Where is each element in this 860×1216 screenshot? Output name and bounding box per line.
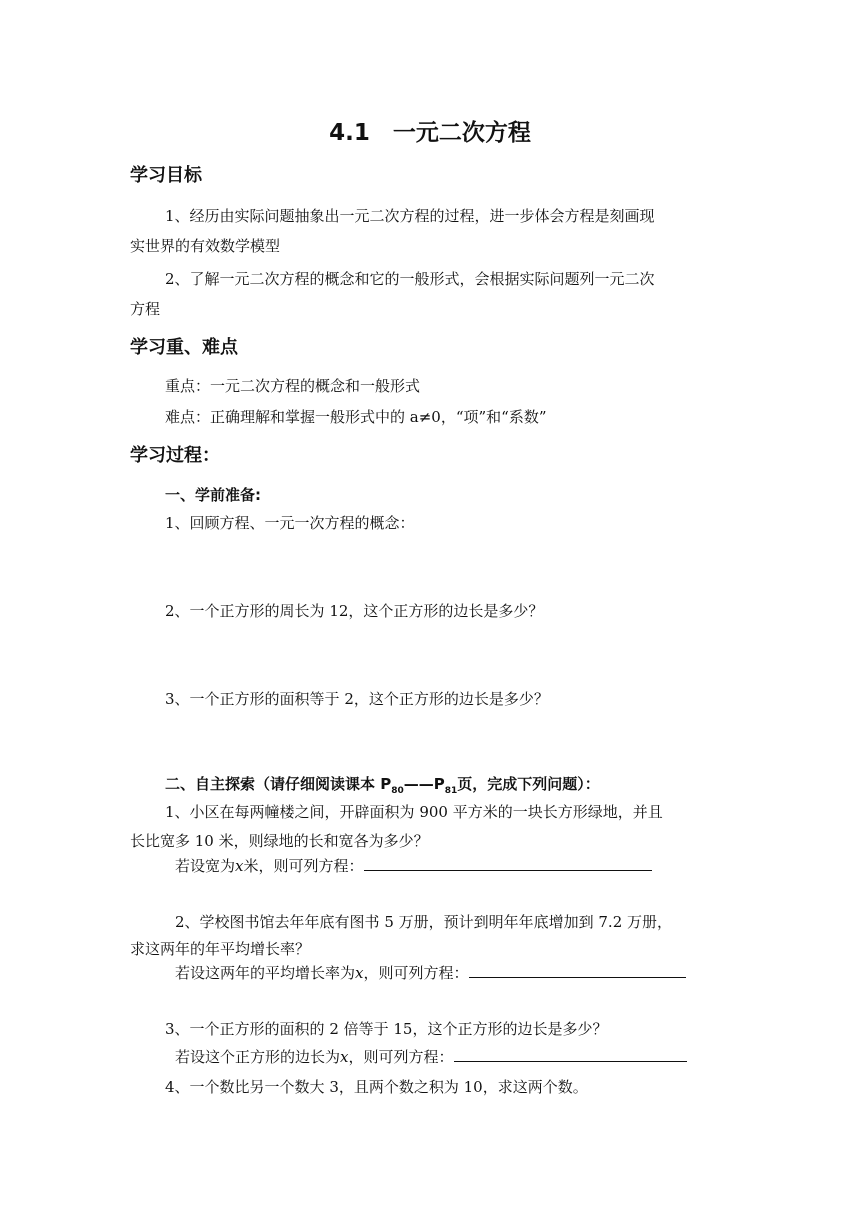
problem-2-prompt bbox=[175, 962, 686, 983]
key-point: 重点：一元二次方程的概念和一般形式 bbox=[165, 377, 421, 395]
part2-heading-c: 页，完成下列问题）： bbox=[457, 775, 600, 793]
goal-2-line-1: 2、了解一元二次方程的概念和它的一般形式，会根据实际问题列一元二次 bbox=[165, 270, 655, 288]
part1-question-2: 2、一个正方形的周长为 12，这个正方形的边长是多少？ bbox=[165, 602, 544, 620]
problem-3-line-1: 3、一个正方形的面积的 2 倍等于 15，这个正方形的边长是多少？ bbox=[165, 1020, 608, 1038]
page-subscript-81: 81 bbox=[444, 786, 458, 796]
part1-heading: 一、学前准备: bbox=[165, 486, 261, 504]
part1-question-1: 1、回顾方程、一元一次方程的概念： bbox=[165, 514, 415, 532]
problem-2-answer-blank[interactable] bbox=[469, 962, 686, 978]
problem-2-line-2: 求这两年的年平均增长率？ bbox=[130, 940, 311, 958]
problem-1-prompt bbox=[175, 855, 652, 876]
goal-2-line-2: 方程 bbox=[130, 300, 161, 318]
difficult-point: 难点：正确理解和掌握一般形式中的 a≠0，“项”和“系数” bbox=[165, 408, 547, 426]
part1-question-3: 3、一个正方形的面积等于 2，这个正方形的边长是多少？ bbox=[165, 690, 549, 708]
problem-2-prompt-a: 若设这两年的平均增长率为 bbox=[175, 964, 356, 982]
problem-4-line-1: 4、一个数比另一个数大 3，且两个数之积为 10，求这两个数。 bbox=[165, 1078, 588, 1096]
section-heading-process: 学习过程： bbox=[130, 445, 220, 466]
problem-3-prompt-b: ，则可列方程： bbox=[348, 1048, 454, 1066]
problem-1-answer-blank[interactable] bbox=[364, 855, 652, 871]
problem-1-line-2: 长比宽多 10 米，则绿地的长和宽各为多少？ bbox=[130, 832, 429, 850]
page-title: 4.1 一元二次方程 bbox=[329, 120, 531, 146]
problem-1-prompt-a: 若设宽为 bbox=[175, 857, 236, 875]
goal-1-line-2: 实世界的有效数学模型 bbox=[130, 237, 281, 255]
problem-3-prompt-a: 若设这个正方形的边长为 bbox=[175, 1048, 341, 1066]
problem-1-line-1: 1、小区在每两幢楼之间，开辟面积为 900 平方米的一块长方形绿地，并且 bbox=[165, 803, 663, 821]
page-subscript-80: 80 bbox=[391, 786, 404, 796]
section-heading-goals: 学习目标 bbox=[130, 165, 202, 186]
problem-3-prompt bbox=[175, 1046, 687, 1067]
goal-1-line-1: 1、经历由实际问题抽象出一元二次方程的过程，进一步体会方程是刻画现 bbox=[165, 207, 655, 225]
part2-heading-a: 二、自主探索（请仔细阅读课本 P bbox=[165, 775, 392, 793]
problem-2-prompt-b: ，则可列方程： bbox=[363, 964, 469, 982]
problem-3-variable: x bbox=[340, 1048, 349, 1066]
problem-1-prompt-b: 米，则可列方程： bbox=[243, 857, 364, 875]
section-heading-key-points: 学习重、难点 bbox=[130, 337, 238, 358]
problem-3-answer-blank[interactable] bbox=[454, 1046, 687, 1062]
part2-heading-b: ——P bbox=[403, 775, 445, 793]
problem-1-variable: x bbox=[235, 857, 244, 875]
problem-2-variable: x bbox=[355, 964, 364, 982]
problem-2-line-1: 2、学校图书馆去年年底有图书 5 万册，预计到明年年底增加到 7.2 万册， bbox=[175, 913, 673, 931]
part2-heading bbox=[165, 773, 600, 796]
